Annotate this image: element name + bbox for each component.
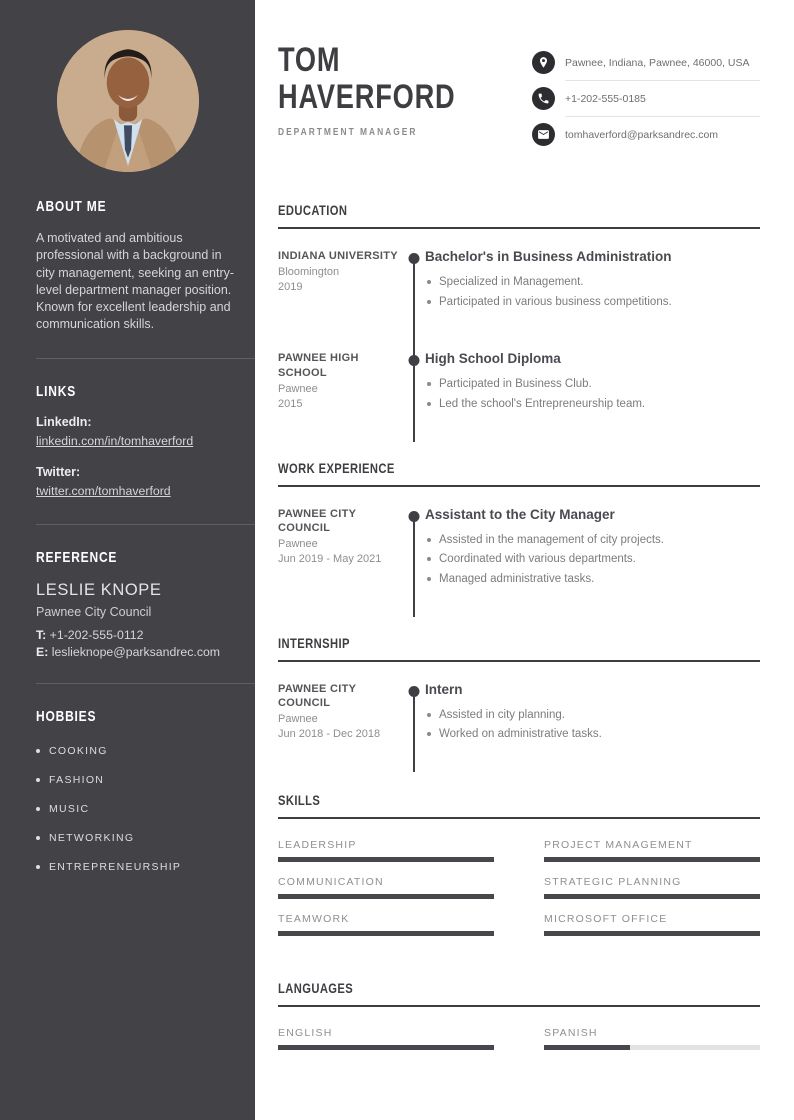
entry-date: Jun 2018 - Dec 2018 [278, 728, 381, 741]
skill-bar [544, 857, 760, 862]
work-header [278, 460, 760, 487]
entry-meta [278, 507, 403, 591]
about-title: ABOUT ME [36, 198, 107, 215]
bullet-item: Assisted in city planning. [425, 707, 760, 724]
name-block [278, 42, 500, 150]
skill-label: LEADERSHIP [278, 839, 357, 852]
bullet-item: Managed administrative tasks. [425, 571, 760, 588]
skill-bar-fill [544, 894, 760, 899]
skill-bar-fill [544, 931, 760, 936]
bullet-icon [36, 836, 40, 840]
entry-location: Bloomington [278, 266, 340, 279]
bullet-icon [36, 778, 40, 782]
skill-item [278, 876, 494, 899]
twitter-label: Twitter: [36, 464, 81, 479]
languages-section [278, 980, 760, 1050]
reference-section [0, 549, 255, 659]
entry-location: Pawnee [278, 382, 318, 395]
links-title: LINKS [36, 382, 76, 400]
twitter-link[interactable]: twitter.com/tomhaverford [36, 483, 171, 498]
entry-title: Bachelor's in Business Administration [425, 249, 672, 264]
education-entry [278, 351, 760, 415]
timeline-node [403, 507, 425, 591]
about-section [0, 198, 255, 334]
timeline-dot-icon [409, 253, 420, 264]
internship-entries [278, 662, 760, 772]
link-item-linkedin [36, 415, 237, 450]
timeline-dot-icon [409, 355, 420, 366]
skill-bar-fill [278, 894, 494, 899]
bullet-item: Led the school's Entrepreneurship team. [425, 396, 760, 413]
entry-location: Pawnee [278, 538, 318, 551]
skill-bar-fill [278, 857, 494, 862]
entry-org: INDIANA UNIVERSITY [278, 250, 398, 262]
reference-title: REFERENCE [36, 548, 118, 566]
first-name: TOM [278, 41, 341, 79]
language-bar [278, 1045, 494, 1050]
skill-label: TEAMWORK [278, 913, 350, 926]
entry-date: 2019 [278, 281, 303, 294]
entry-body [425, 249, 760, 313]
education-entry [278, 249, 760, 313]
main-content [255, 0, 794, 1120]
bullet-icon [36, 807, 40, 811]
entry-body [425, 507, 760, 591]
skill-label: COMMUNICATION [278, 876, 384, 889]
timeline-node [403, 682, 425, 746]
entry-date: 2015 [278, 397, 303, 410]
skill-bar-fill [544, 857, 760, 862]
skill-bar [544, 894, 760, 899]
entry-bullets [425, 376, 760, 412]
language-bar [544, 1045, 760, 1050]
resume-header [278, 42, 760, 150]
education-entries [278, 229, 760, 442]
skills-grid [278, 819, 760, 936]
work-title: WORK EXPERIENCE [278, 459, 395, 476]
work-entry [278, 507, 760, 591]
entry-body [425, 351, 760, 415]
bullet-item: Participated in Business Club. [425, 376, 760, 393]
skills-section [278, 792, 760, 936]
timeline-dot-icon [409, 511, 420, 522]
skill-bar-fill [278, 931, 494, 936]
internship-header [278, 635, 760, 662]
skill-item [544, 913, 760, 936]
entry-bullets [425, 532, 760, 588]
skill-bar [278, 894, 494, 899]
linkedin-label: LinkedIn: [36, 414, 92, 429]
education-section [278, 202, 760, 442]
reference-name: LESLIE KNOPE [36, 580, 162, 599]
internship-section [278, 635, 760, 772]
linkedin-link[interactable]: linkedin.com/in/tomhaverford [36, 433, 194, 448]
contact-email-text: tomhaverford@parksandrec.com [565, 128, 719, 141]
bullet-item: Specialized in Management. [425, 274, 760, 291]
entry-date: Jun 2019 - May 2021 [278, 553, 382, 566]
skill-label: PROJECT MANAGEMENT [544, 839, 693, 852]
entry-meta [278, 249, 403, 313]
sidebar-divider [36, 358, 255, 359]
language-bar-fill [544, 1045, 630, 1050]
entry-body [425, 682, 760, 746]
person-name [278, 42, 500, 115]
sidebar-divider [36, 524, 255, 525]
hobby-list [36, 745, 237, 873]
language-label: ENGLISH [278, 1027, 333, 1040]
last-name: HAVERFORD [278, 77, 456, 116]
links-section [0, 383, 255, 500]
language-item [278, 1027, 494, 1050]
skill-item [278, 839, 494, 862]
hobby-item: MUSIC [36, 803, 237, 815]
link-item-twitter [36, 465, 237, 500]
language-item [544, 1027, 760, 1050]
timeline-dot-icon [409, 686, 420, 697]
timeline-node [403, 249, 425, 313]
language-bar-fill [278, 1045, 494, 1050]
about-text: A motivated and ambitious professional with a background in city management, seeking an entry-level department manager position. Known for excellent leadership and communication skills. [36, 231, 235, 332]
hobbies-title: HOBBIES [36, 707, 97, 725]
profile-photo [57, 30, 199, 172]
entry-bullets [425, 274, 760, 310]
skill-bar [544, 931, 760, 936]
work-entries [278, 487, 760, 617]
bullet-item: Coordinated with various departments. [425, 551, 760, 568]
hobby-item: ENTREPRENEURSHIP [36, 861, 237, 873]
contact-phone [532, 83, 760, 114]
bullet-item: Worked on administrative tasks. [425, 726, 760, 743]
sidebar [0, 0, 255, 1120]
education-header [278, 202, 760, 229]
skill-label: MICROSOFT OFFICE [544, 913, 668, 926]
language-label: SPANISH [544, 1027, 598, 1040]
entry-location: Pawnee [278, 713, 318, 726]
skill-bar [278, 931, 494, 936]
reference-email [36, 645, 237, 659]
entry-meta [278, 351, 403, 415]
job-title: DEPARTMENT MANAGER [278, 126, 418, 139]
languages-grid [278, 1007, 760, 1050]
reference-email-value: leslieknope@parksandrec.com [51, 644, 221, 659]
internship-entry [278, 682, 760, 746]
skills-header [278, 792, 760, 819]
contact-list [532, 42, 760, 150]
hobby-item: COOKING [36, 745, 237, 757]
phone-icon [532, 87, 555, 110]
bullet-item: Assisted in the management of city projects. [425, 532, 760, 549]
hobbies-section [0, 708, 255, 873]
profile-photo-image [57, 30, 199, 172]
hobby-item: FASHION [36, 774, 237, 786]
skill-bar [278, 857, 494, 862]
reference-org: Pawnee City Council [36, 604, 152, 619]
entry-title: High School Diploma [425, 351, 561, 367]
entry-org: PAWNEE CITY COUNCIL [278, 507, 357, 534]
skills-title: SKILLS [278, 792, 321, 809]
skill-label: STRATEGIC PLANNING [544, 876, 682, 889]
reference-phone-label: T: [36, 627, 47, 642]
internship-title: INTERNSHIP [278, 634, 350, 651]
contact-location [532, 47, 760, 78]
entry-org: PAWNEE HIGH SCHOOL [278, 352, 359, 379]
skill-item [278, 913, 494, 936]
sidebar-divider [36, 683, 255, 684]
contact-location-text: Pawnee, Indiana, Pawnee, 46000, USA [565, 56, 750, 69]
reference-phone [36, 628, 237, 642]
entry-org: PAWNEE CITY COUNCIL [278, 682, 357, 709]
email-icon [532, 123, 555, 146]
bullet-icon [36, 749, 40, 753]
entry-bullets [425, 707, 760, 743]
entry-title: Assistant to the City Manager [425, 506, 615, 522]
reference-phone-value: +1-202-555-0112 [49, 627, 144, 642]
education-title: EDUCATION [278, 202, 348, 218]
bullet-item: Participated in various business competitions. [425, 294, 760, 311]
work-experience-section [278, 460, 760, 617]
languages-title: LANGUAGES [278, 980, 354, 997]
languages-header [278, 980, 760, 1007]
entry-meta [278, 682, 403, 746]
contact-phone-text: +1-202-555-0185 [565, 92, 646, 105]
contact-divider [565, 116, 760, 117]
entry-title: Intern [425, 681, 463, 697]
location-icon [532, 51, 555, 74]
timeline-node [403, 351, 425, 415]
skill-item [544, 876, 760, 899]
reference-email-label: E: [36, 644, 49, 659]
contact-divider [565, 80, 760, 81]
hobby-item: NETWORKING [36, 832, 237, 844]
skill-item [544, 839, 760, 862]
contact-email [532, 119, 760, 150]
bullet-icon [36, 865, 40, 869]
